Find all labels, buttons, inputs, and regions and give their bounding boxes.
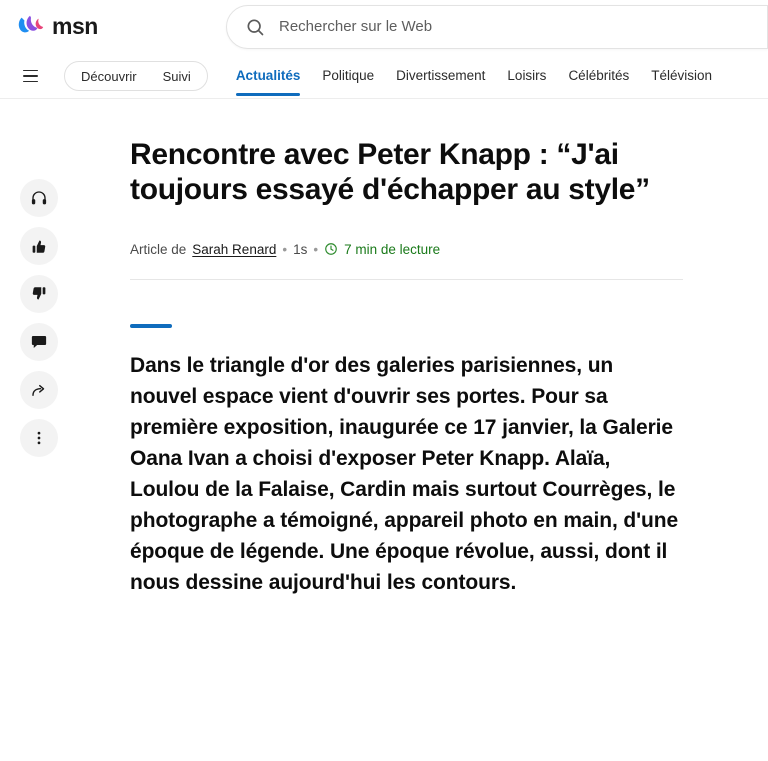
byline-separator-2: •	[313, 241, 319, 257]
article-lede: Dans le triangle d'or des galeries parisiennes, un nouvel espace vient d'ouvrir ses portes. Pour sa première exposition, inaugurée ce 17 janvier, la Galerie Oana Ivan a choisi d'exposer Peter Knapp. Alaïa, Loulou de la Falaise, Cardin mais surtout Courrèges, le photographe a témoigné, appareil photo en main, d'une époque de légende. Une époque révolue, aussi, dont il nous dessine aujourd'hui les contours.	[130, 353, 679, 595]
msn-butterfly-logo-icon	[16, 12, 46, 42]
action-rail	[0, 99, 78, 761]
headphones-icon	[30, 189, 48, 207]
pill-following[interactable]: Suivi	[162, 68, 191, 84]
nav-link-divertissement[interactable]: Divertissement	[396, 68, 486, 83]
pill-discover[interactable]: Découvrir	[81, 68, 137, 84]
nav-link-loisirs[interactable]: Loisirs	[507, 68, 547, 83]
share-button[interactable]	[20, 371, 58, 409]
byline-separator-1: •	[282, 241, 288, 257]
byline-prefix: Article de	[130, 241, 187, 257]
nav-link-politique[interactable]: Politique	[322, 68, 375, 83]
share-icon	[30, 381, 48, 399]
clock-icon	[324, 242, 338, 256]
like-button[interactable]	[20, 227, 58, 265]
more-options-button[interactable]	[20, 419, 58, 457]
search-input[interactable]	[277, 17, 749, 36]
hamburger-menu-icon[interactable]	[16, 62, 44, 90]
more-vertical-icon	[30, 429, 48, 447]
brand-name: msn	[52, 13, 98, 39]
search-icon	[245, 17, 265, 37]
search-bar[interactable]	[226, 5, 768, 49]
page-body	[0, 99, 768, 761]
nav-link-television[interactable]: Télévision	[651, 68, 712, 83]
article	[78, 99, 738, 761]
thumbs-up-icon	[30, 237, 48, 255]
top-bar	[0, 0, 768, 54]
thumbs-down-icon	[30, 285, 48, 303]
article-timestamp: 1s	[293, 241, 308, 257]
feed-toggle-group	[64, 61, 208, 91]
accent-divider	[130, 324, 172, 328]
nav-bar	[0, 54, 768, 99]
comments-button[interactable]	[20, 323, 58, 361]
article-headline: Rencontre avec Peter Knapp : “J'ai toujours essayé d'échapper au style”	[130, 138, 650, 207]
brand[interactable]	[16, 12, 226, 42]
dislike-button[interactable]	[20, 275, 58, 313]
nav-link-actualites[interactable]: Actualités	[236, 56, 301, 96]
article-read-time: 7 min de lecture	[344, 241, 441, 257]
nav-link-celebrites[interactable]: Célébrités	[568, 68, 630, 83]
nav-links	[236, 56, 712, 96]
comment-icon	[30, 333, 48, 351]
article-author[interactable]: Sarah Renard	[192, 241, 277, 257]
article-byline	[130, 242, 683, 280]
listen-button[interactable]	[20, 179, 58, 217]
